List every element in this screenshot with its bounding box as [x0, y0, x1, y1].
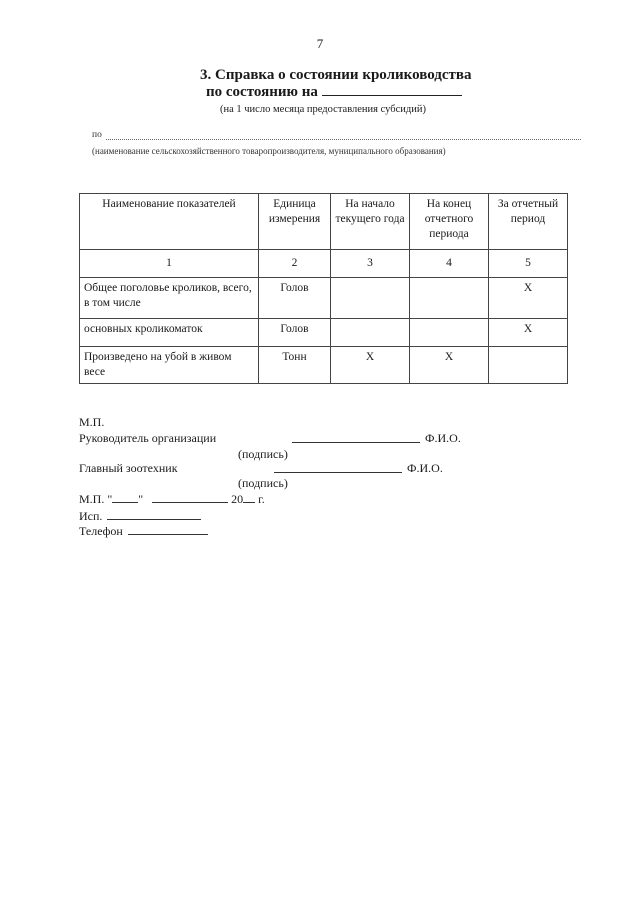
table-cell: Тонн [259, 347, 331, 384]
date-suffix: г. [258, 492, 265, 506]
page-number: 7 [316, 36, 324, 51]
year-blank [243, 491, 255, 503]
subtitle-note: (на 1 число месяца предоставления субсидий) [220, 104, 426, 115]
table-cell: X [489, 278, 568, 319]
table-row [80, 319, 568, 347]
po-caption: (наименование сельскохозяйственного товаропроизводителя, муниципального образования) [92, 146, 446, 156]
table-row [80, 278, 568, 319]
table-cell [331, 319, 410, 347]
table-cell [410, 319, 489, 347]
po-label: по [92, 130, 102, 140]
column-number-cell: 4 [410, 250, 489, 278]
table-cell: X [331, 347, 410, 384]
column-number-cell: 1 [80, 250, 259, 278]
zootechnician-fio: Ф.И.О. [407, 461, 443, 475]
column-number-cell: 3 [331, 250, 410, 278]
document-title [200, 67, 472, 101]
table-cell: X [410, 347, 489, 384]
header-cell: Единица измерения [259, 194, 331, 250]
header-cell: На конец отчетного периода [410, 194, 489, 250]
stamp-place-label: М.П. [79, 415, 105, 429]
table-cell [331, 278, 410, 319]
table-cell: Общее поголовье кроликов, всего, в том числе [80, 278, 259, 319]
column-number-row [80, 250, 568, 278]
date-mid: " [138, 492, 144, 506]
zootechnician-signature-caption: (подпись) [238, 476, 288, 490]
header-cell: За отчетный период [489, 194, 568, 250]
po-blank-line [106, 130, 581, 140]
column-number-cell: 5 [489, 250, 568, 278]
table-cell [489, 347, 568, 384]
date-blank-line [322, 95, 462, 96]
zootechnician-label: Главный зоотехник [79, 461, 178, 475]
po-row [92, 130, 581, 140]
zootechnician-signature-line [274, 461, 402, 473]
phone-row [79, 523, 208, 539]
date-prefix: М.П. " [79, 492, 113, 506]
table-row [80, 347, 568, 384]
table-cell: Голов [259, 319, 331, 347]
head-signature-line [292, 431, 420, 443]
table-cell: Голов [259, 278, 331, 319]
column-number-cell: 2 [259, 250, 331, 278]
executor-label: Исп. [79, 509, 103, 523]
executor-row [79, 508, 201, 524]
head-label: Руководитель организации [79, 431, 217, 445]
day-blank [112, 491, 138, 503]
table-cell: X [489, 319, 568, 347]
table-cell [410, 278, 489, 319]
title-line-2 [200, 84, 462, 101]
month-blank [152, 491, 228, 503]
date-row [79, 491, 265, 507]
title-line-1: 3. Справка о состоянии кролиководства [200, 67, 472, 83]
header-cell: На начало текущего года [331, 194, 410, 250]
header-cell: Наименование показателей [80, 194, 259, 250]
table-cell: основных кроликоматок [80, 319, 259, 347]
executor-blank [107, 508, 201, 520]
title-line-2-text: по состоянию на [206, 84, 318, 100]
head-signature-caption: (подпись) [238, 447, 288, 461]
table-cell: Произведено на убой в живом весе [80, 347, 259, 384]
phone-blank [128, 523, 208, 535]
rabbit-breeding-table [79, 193, 568, 384]
head-fio: Ф.И.О. [425, 431, 461, 445]
phone-label: Телефон [79, 524, 123, 538]
year-prefix: 20 [231, 492, 244, 506]
table-header-row [80, 194, 568, 250]
